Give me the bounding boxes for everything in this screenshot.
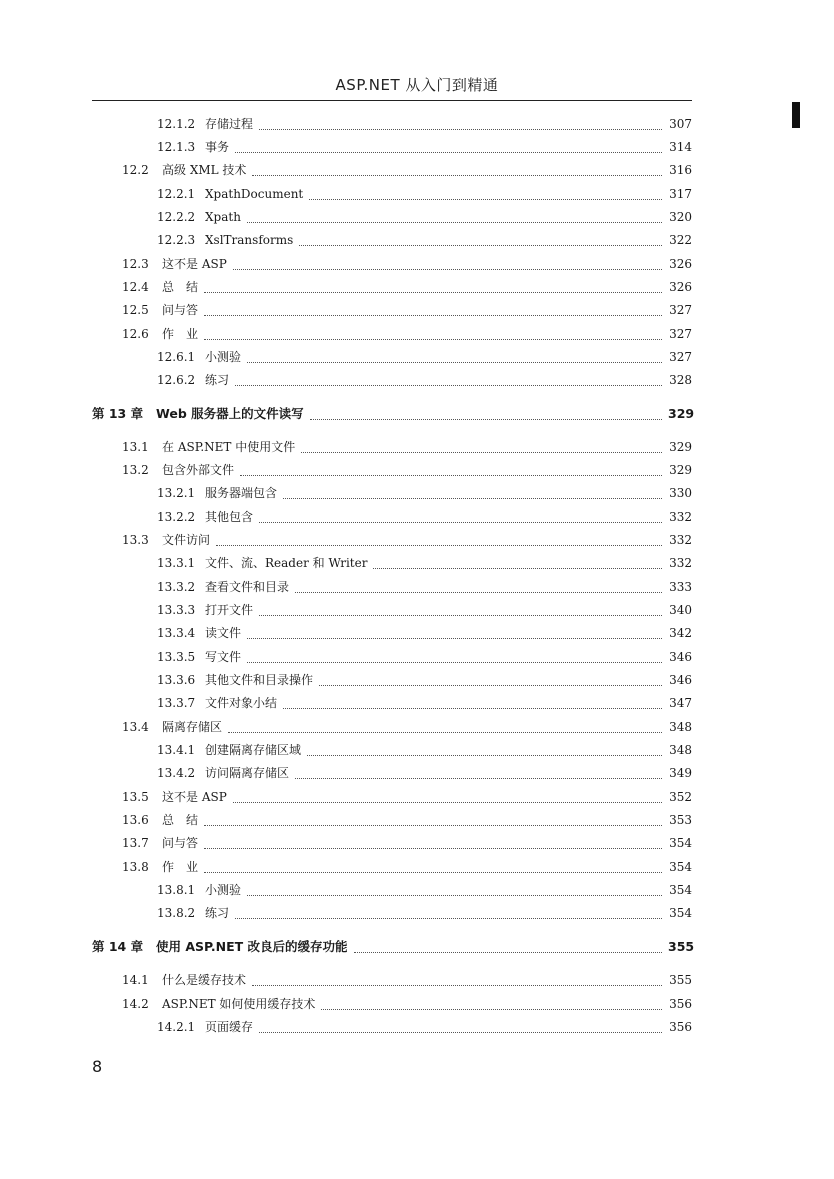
toc-leader-dots: [204, 815, 662, 826]
toc-entry-number: 13.5: [122, 790, 149, 804]
toc-leader-dots: [354, 942, 662, 953]
toc-entry-number: 13.4.1: [157, 743, 196, 757]
toc-entry-number: 14.2.1: [157, 1020, 196, 1034]
toc-leader-dots: [240, 465, 662, 476]
toc-leader-dots: [233, 259, 662, 270]
toc-entry-title: 访问隔离存储区: [205, 766, 290, 780]
toc-leader-dots: [259, 119, 662, 130]
toc-entry-number: 13.2.1: [157, 486, 196, 500]
toc-leader-dots: [295, 768, 662, 779]
toc-entry-row: [122, 162, 692, 178]
toc-entry-number: 12.6.2: [157, 373, 196, 387]
toc-entry-number: 14.1: [122, 973, 149, 987]
toc-entry-row: [157, 209, 692, 225]
toc-leader-dots: [204, 305, 662, 316]
toc-leader-dots: [309, 189, 662, 200]
toc-entry-row: [122, 326, 692, 342]
toc-entry-row: [157, 232, 692, 248]
toc-entry-title: 问与答: [162, 303, 199, 317]
toc-entry-number: 13.8: [122, 860, 149, 874]
toc-entry-row: [157, 116, 692, 132]
toc-entry-page: 326: [669, 257, 692, 271]
toc-entry-number: 13.3.7: [157, 696, 196, 710]
toc-entry-row: [122, 439, 692, 455]
toc-entry-number: 12.6: [122, 327, 149, 341]
toc-entry-number: 12.3: [122, 257, 149, 271]
toc-entry-row: [122, 972, 692, 988]
toc-entry-title: Xpath: [205, 210, 241, 224]
toc-entry-page: 332: [669, 556, 692, 570]
toc-leader-dots: [247, 212, 662, 223]
toc-entry-row: [122, 859, 692, 875]
toc-entry-title: 文件访问: [162, 533, 211, 547]
toc-leader-dots: [252, 165, 662, 176]
toc-entry-title: 作 业: [162, 327, 199, 341]
toc-entry-row: [122, 719, 692, 735]
toc-leader-dots: [247, 885, 662, 896]
toc-entry-row: [157, 349, 692, 365]
toc-entry-page: 327: [669, 327, 692, 341]
toc-entry-title: 小测验: [205, 350, 242, 364]
toc-leader-dots: [204, 329, 662, 340]
toc-leader-dots: [259, 1022, 662, 1033]
toc-leader-dots: [283, 698, 662, 709]
toc-entry-title: 使用 ASP.NET 改良后的缓存功能: [156, 939, 348, 954]
toc-entry-row: [122, 532, 692, 548]
toc-entry-number: 12.2: [122, 163, 149, 177]
toc-entry-number: 13.3.3: [157, 603, 196, 617]
toc-entry-number: 13.3.2: [157, 580, 196, 594]
toc-entry-row: [157, 649, 692, 665]
toc-entry-title: 其他包含: [205, 510, 254, 524]
toc-entry-title: 创建隔离存储区域: [205, 743, 302, 757]
toc-entry-row: [157, 485, 692, 501]
toc-entry-title: XslTransforms: [205, 233, 294, 247]
toc-entry-page: 354: [669, 860, 692, 874]
toc-entry-number: 13.3.1: [157, 556, 196, 570]
toc-entry-row: [157, 882, 692, 898]
toc-entry-row: [157, 1019, 692, 1035]
toc-entry-number: 12.6.1: [157, 350, 196, 364]
toc-entry-title: 这不是 ASP: [162, 257, 227, 271]
toc-entry-number: 12.4: [122, 280, 149, 294]
toc-entry-row: [157, 372, 692, 388]
toc-leader-dots: [299, 235, 662, 246]
toc-entry-title: 隔离存储区: [162, 720, 223, 734]
toc-leader-dots: [204, 862, 662, 873]
toc-leader-dots: [235, 908, 662, 919]
toc-entry-page: 353: [669, 813, 692, 827]
toc-entry-number: 13.2.2: [157, 510, 196, 524]
toc-leader-dots: [233, 792, 662, 803]
toc-leader-dots: [252, 975, 662, 986]
toc-entry-page: 322: [669, 233, 692, 247]
toc-entry-row: [122, 256, 692, 272]
toc-entry-number: 13.4.2: [157, 766, 196, 780]
toc-entry-page: 327: [669, 350, 692, 364]
toc-entry-row: [157, 742, 692, 758]
toc-entry-page: 332: [669, 510, 692, 524]
toc-entry-number: 13.4: [122, 720, 149, 734]
toc-leader-dots: [216, 535, 662, 546]
toc-entry-title: 高级 XML 技术: [162, 163, 247, 177]
toc-entry-page: 340: [669, 603, 692, 617]
toc-entry-title: 小测验: [205, 883, 242, 897]
toc-entry-title: 练习: [205, 373, 230, 387]
toc-entry-page: 320: [669, 210, 692, 224]
toc-entry-row: [122, 996, 692, 1012]
toc-entry-title: 包含外部文件: [162, 463, 235, 477]
toc-entry-page: 332: [669, 533, 692, 547]
toc-entry-title: 事务: [205, 140, 230, 154]
toc-entry-row: [122, 279, 692, 295]
toc-entry-page: 316: [669, 163, 692, 177]
toc-entry-page: 314: [669, 140, 692, 154]
toc-entry-row: [157, 695, 692, 711]
toc-leader-dots: [235, 142, 662, 153]
toc-entry-row: [157, 509, 692, 525]
toc-entry-number: 12.2.3: [157, 233, 196, 247]
toc-entry-page: 329: [668, 406, 695, 421]
toc-entry-row: [122, 789, 692, 805]
toc-entry-page: 348: [669, 743, 692, 757]
toc-entry-row: [122, 302, 692, 318]
toc-leader-dots: [247, 628, 662, 639]
toc-leader-dots: [247, 652, 662, 663]
toc-entry-title: 写文件: [205, 650, 242, 664]
toc-entry-title: 文件对象小结: [205, 696, 278, 710]
toc-entry-number: 13.8.1: [157, 883, 196, 897]
toc-leader-dots: [228, 722, 662, 733]
toc-entry-title: 文件、流、Reader 和 Writer: [205, 556, 368, 570]
toc-entry-row: [157, 905, 692, 921]
toc-leader-dots: [259, 512, 662, 523]
toc-entry-title: 在 ASP.NET 中使用文件: [162, 440, 296, 454]
toc-entry-row: [122, 812, 692, 828]
toc-entry-number: 14.2: [122, 997, 149, 1011]
toc-leader-dots: [235, 375, 662, 386]
toc-entry-title: 页面缓存: [205, 1020, 254, 1034]
toc-entry-number: 13.3.6: [157, 673, 196, 687]
toc-chapter-row: [92, 406, 695, 422]
footer-page-number: 8: [92, 1057, 103, 1076]
toc-entry-title: XpathDocument: [205, 187, 304, 201]
toc-entry-title: 什么是缓存技术: [162, 973, 247, 987]
toc-entry-title: 读文件: [205, 626, 242, 640]
toc-entry-title: Web 服务器上的文件读写: [156, 406, 304, 421]
toc-entry-page: 330: [669, 486, 692, 500]
toc-leader-dots: [373, 558, 662, 569]
toc-entry-title: 总 结: [162, 813, 199, 827]
toc-entry-number: 12.2.1: [157, 187, 196, 201]
toc-leader-dots: [247, 352, 662, 363]
toc-entry-number: 13.8.2: [157, 906, 196, 920]
toc-entry-page: 348: [669, 720, 692, 734]
toc-leader-dots: [283, 488, 662, 499]
toc-entry-number: 13.1: [122, 440, 149, 454]
toc-entry-number: 12.2.2: [157, 210, 196, 224]
toc-entry-number: 13.2: [122, 463, 149, 477]
toc-entry-row: [157, 625, 692, 641]
toc-entry-page: 352: [669, 790, 692, 804]
toc-entry-page: 354: [669, 906, 692, 920]
toc-entry-title: 查看文件和目录: [205, 580, 290, 594]
toc-entry-title: ASP.NET 如何使用缓存技术: [162, 997, 316, 1011]
toc-entry-title: 问与答: [162, 836, 199, 850]
toc-leader-dots: [321, 999, 662, 1010]
toc-entry-number: 12.1.3: [157, 140, 196, 154]
header-rule: [92, 100, 692, 101]
toc-entry-row: [122, 462, 692, 478]
toc-entry-page: 317: [669, 187, 692, 201]
toc-entry-number: 第 13 章: [92, 406, 144, 421]
toc-entry-row: [157, 579, 692, 595]
toc-leader-dots: [319, 675, 662, 686]
toc-entry-page: 333: [669, 580, 692, 594]
toc-entry-number: 12.5: [122, 303, 149, 317]
toc-leader-dots: [301, 442, 662, 453]
toc-entry-title: 作 业: [162, 860, 199, 874]
toc-leader-dots: [204, 838, 662, 849]
toc-entry-page: 355: [668, 939, 695, 954]
toc-entry-title: 服务器端包含: [205, 486, 278, 500]
toc-entry-page: 356: [669, 997, 692, 1011]
running-header-title: ASP.NET 从入门到精通: [335, 76, 499, 94]
toc-entry-row: [157, 602, 692, 618]
toc-entry-page: 349: [669, 766, 692, 780]
toc-entry-page: 356: [669, 1020, 692, 1034]
toc-entry-page: 342: [669, 626, 692, 640]
toc-entry-number: 13.3.5: [157, 650, 196, 664]
toc-entry-page: 354: [669, 883, 692, 897]
toc-entry-number: 13.7: [122, 836, 149, 850]
toc-leader-dots: [307, 745, 662, 756]
toc-entry-number: 13.3: [122, 533, 149, 547]
toc-entry-row: [122, 835, 692, 851]
toc-entry-page: 354: [669, 836, 692, 850]
toc-entry-title: 打开文件: [205, 603, 254, 617]
toc-entry-number: 12.1.2: [157, 117, 196, 131]
toc-entry-page: 355: [669, 973, 692, 987]
toc-entry-row: [157, 186, 692, 202]
toc-leader-dots: [204, 282, 662, 293]
toc-leader-dots: [259, 605, 662, 616]
page-edge-mark: [792, 102, 800, 128]
toc-chapter-row: [92, 939, 695, 955]
toc-entry-page: 327: [669, 303, 692, 317]
toc-leader-dots: [310, 409, 662, 420]
toc-entry-title: 练习: [205, 906, 230, 920]
toc-entry-page: 307: [669, 117, 692, 131]
toc-entry-number: 第 14 章: [92, 939, 144, 954]
toc-entry-page: 347: [669, 696, 692, 710]
toc-entry-number: 13.6: [122, 813, 149, 827]
toc-entry-page: 329: [669, 440, 692, 454]
toc-entry-row: [157, 555, 692, 571]
toc-entry-row: [157, 139, 692, 155]
toc-entry-title: 其他文件和目录操作: [205, 673, 314, 687]
toc-entry-page: 326: [669, 280, 692, 294]
toc-leader-dots: [295, 582, 662, 593]
toc-entry-title: 这不是 ASP: [162, 790, 227, 804]
toc-entry-row: [157, 765, 692, 781]
toc-entry-number: 13.3.4: [157, 626, 196, 640]
toc-entry-page: 346: [669, 673, 692, 687]
toc-entry-row: [157, 672, 692, 688]
toc-entry-title: 总 结: [162, 280, 199, 294]
toc-entry-page: 346: [669, 650, 692, 664]
toc-entry-page: 328: [669, 373, 692, 387]
toc-entry-title: 存储过程: [205, 117, 254, 131]
toc-entry-page: 329: [669, 463, 692, 477]
